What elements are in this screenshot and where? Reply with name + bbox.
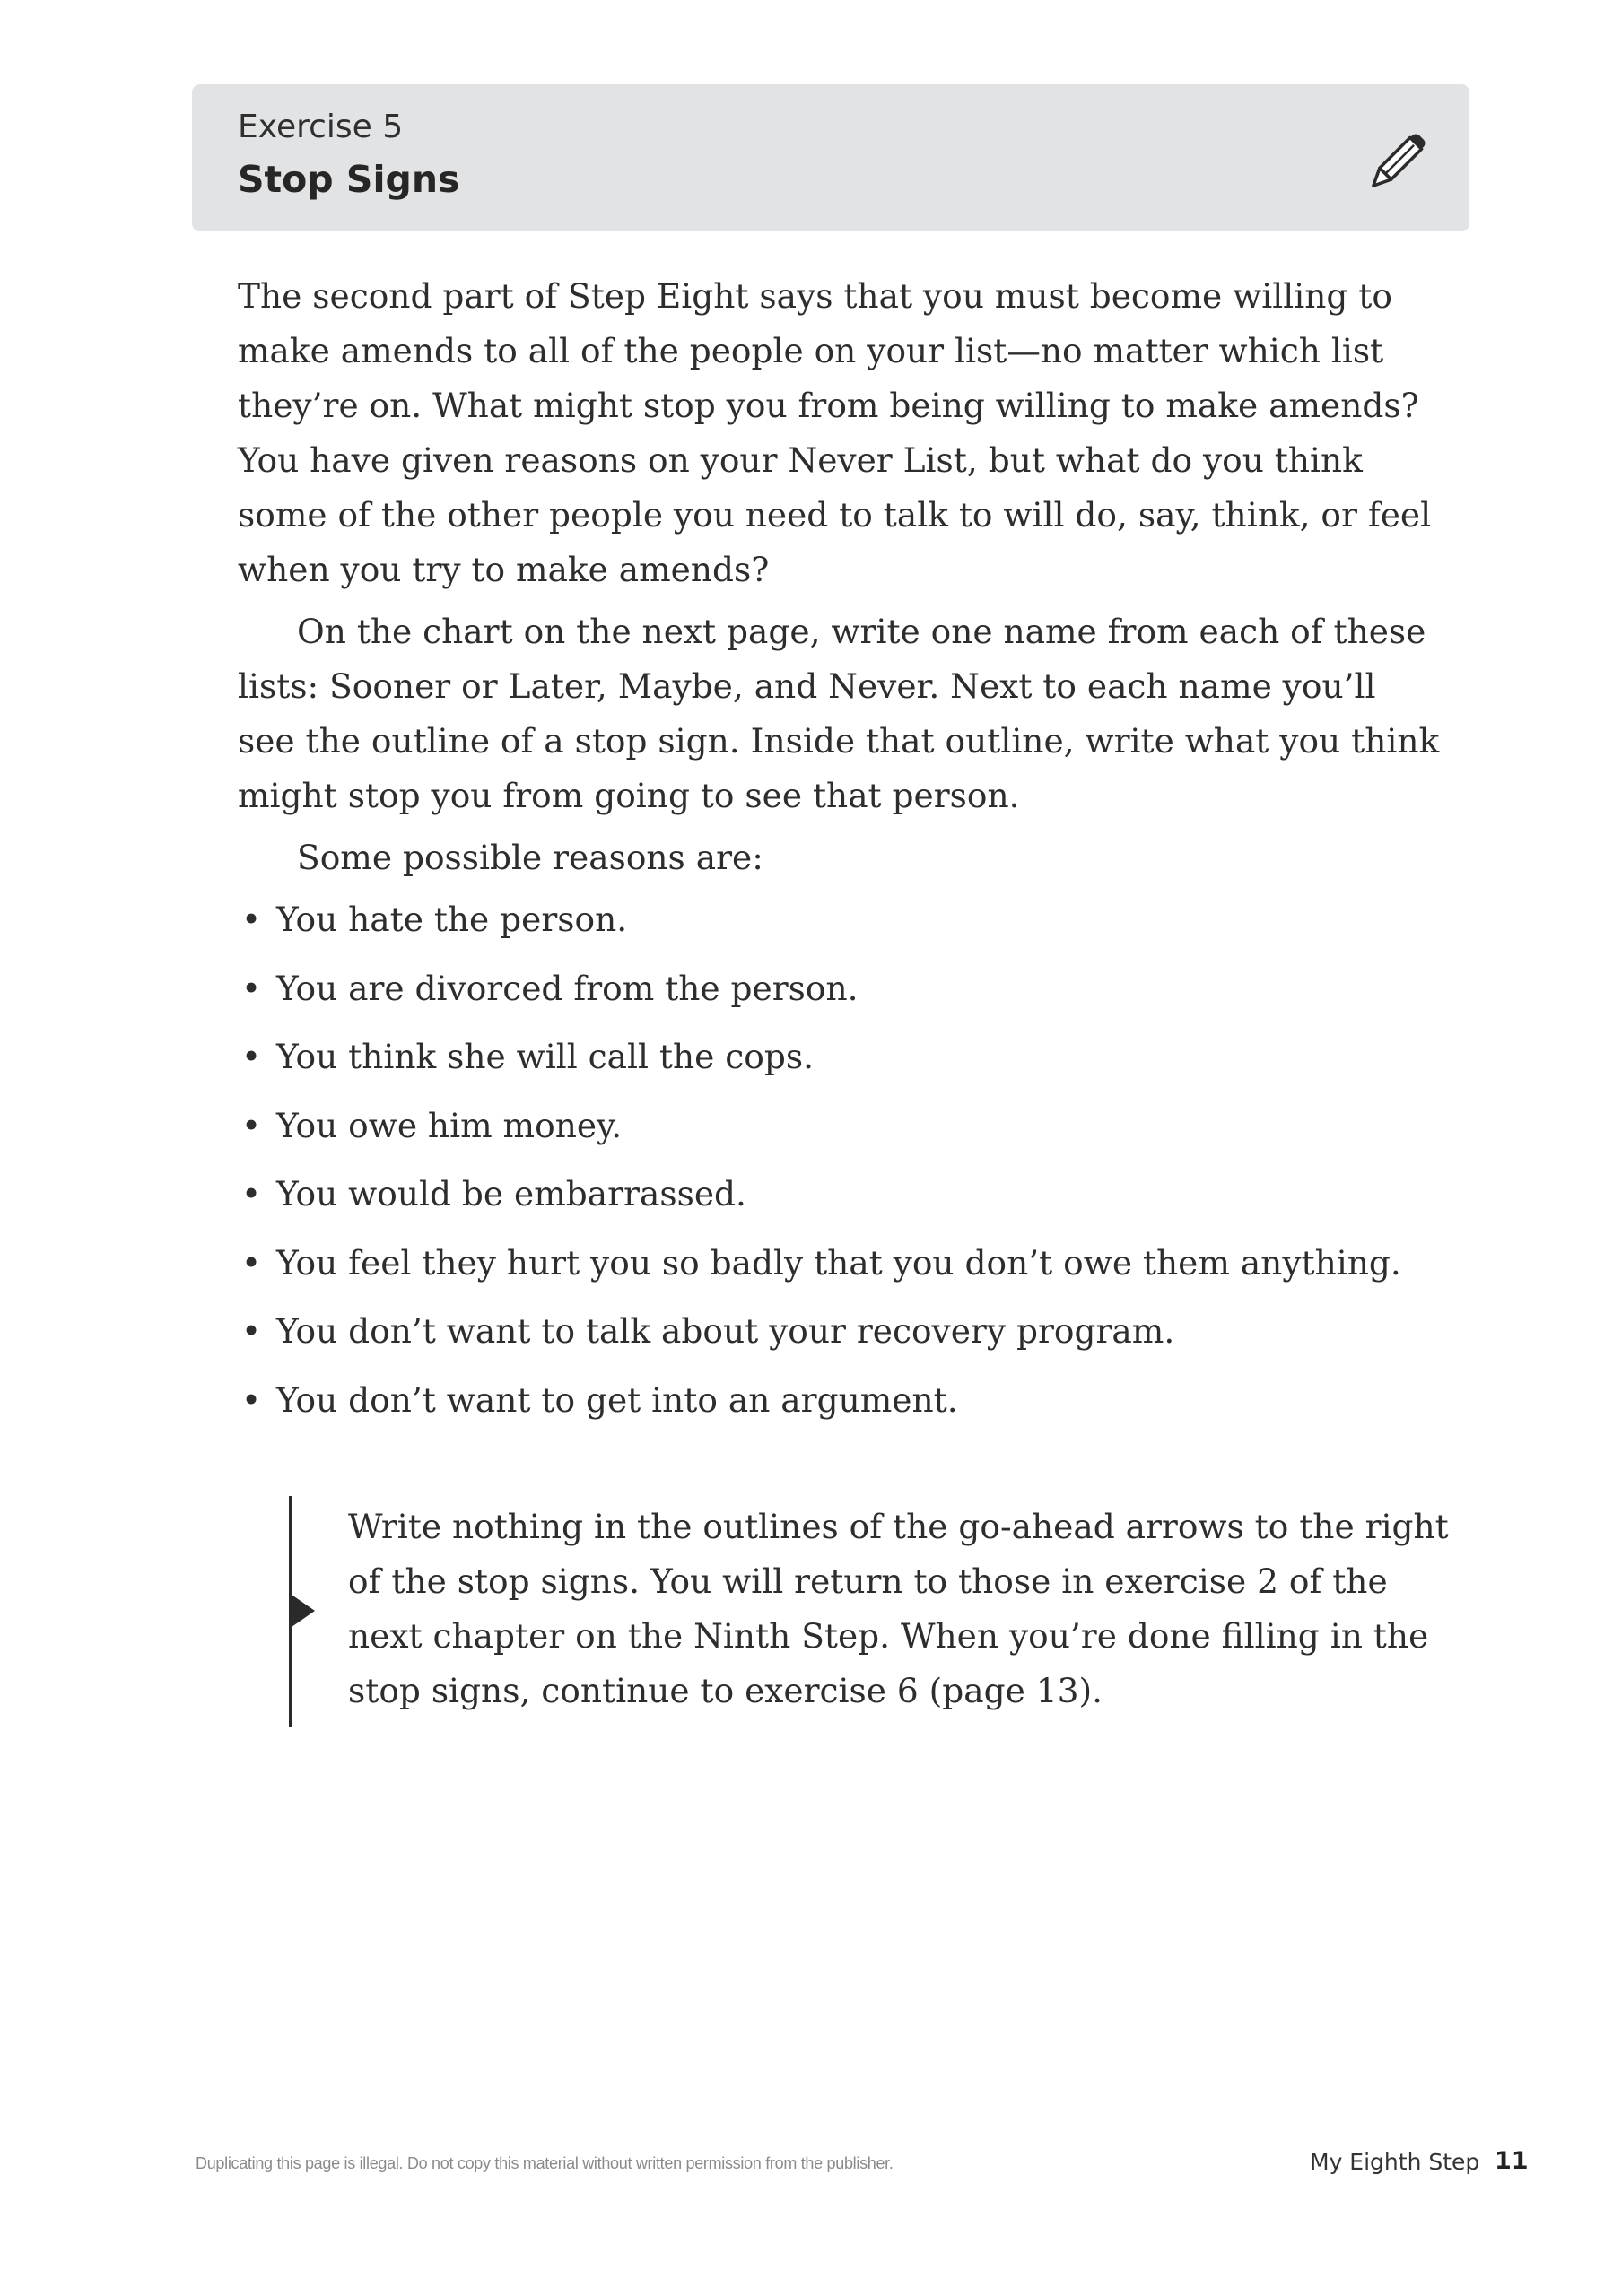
list-item: • You owe him money. [241,1105,623,1145]
list-item-text: You owe him money. [276,1105,623,1145]
list-item: • You feel they hurt you so badly that you don’t owe them anything. [241,1242,1401,1283]
list-item: • You hate the person. [241,900,628,939]
copyright-notice: Duplicating this page is illegal. Do not copy this material without written permission from the publisher. [196,2154,894,2172]
list-item: • You don’t want to get into an argument. [241,1379,958,1420]
instructions [238,269,1440,1441]
list-item-text: You feel they hurt you so badly that you don’t owe them anything. [276,1242,1401,1283]
pencil-icon [1358,124,1435,201]
note-arrow-icon [292,1595,315,1627]
list-item: • You don’t want to talk about your recovery program. [241,1311,1175,1351]
exercise-label: Exercise 5 [238,109,404,145]
exercise-header [192,84,1469,231]
list-item: • You are divorced from the person. [241,968,859,1008]
list-item: • You think she will call the cops. [241,1037,815,1076]
exercise-title: Stop Signs [238,158,460,201]
page-number: 11 [1495,2147,1529,2175]
list-item: • You would be embarrassed. [241,1174,746,1213]
list-item-text: You think she will call the cops. [276,1037,815,1076]
reasons-list [238,892,1440,1428]
list-item-text: You hate the person. [276,900,628,939]
list-item-text: You don’t want to talk about your recovery program. [276,1311,1175,1351]
list-item-text: You don’t want to get into an argument. [276,1379,958,1420]
note-text: Write nothing in the outlines of the go-ahead arrows to the right of the stop signs. You will return to those in exercise 2 of the next chapter on the Ninth Step. When you’re done filling in the stop signs, continue to exercise 6 (page 13). [348,1507,1449,1710]
intro-paragraph: The second part of Step Eight says that you must become willing to make amends to all of the people on your list—no matter which list they’re on. What might stop you from being willing to make amends? You have given reasons on your Never List, but what do you think some of the other people you need to talk to will do, say, think, or feel when you try to make amends? [238,276,1432,589]
list-item-text: You are divorced from the person. [276,968,859,1008]
list-item-text: You would be embarrassed. [276,1174,746,1213]
chart-paragraph: On the chart on the next page, write one name from each of these lists: Sooner or Later, Maybe, and Never. Next to each name you’ll see the outline of a stop sign. Inside that outline, write what you think might stop you from going to see that person. [238,612,1440,815]
book-title: My Eighth Step [1310,2149,1480,2175]
reasons-intro: Some possible reasons are: [297,838,763,877]
